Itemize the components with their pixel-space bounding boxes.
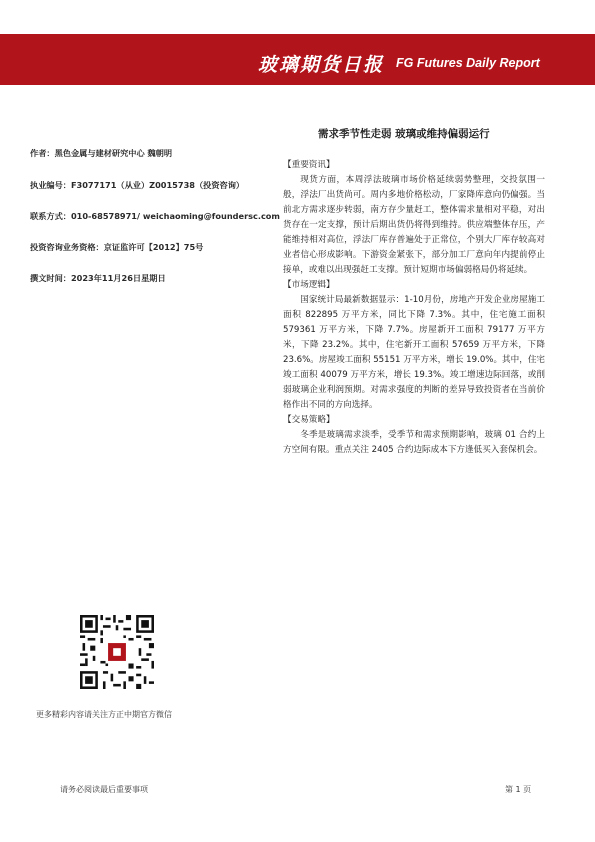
section-body-logic: 国家统计局最新数据显示：1-10月份，房地产开发企业房屋施工面积 822895 万平方米，同比下降 7.3%。其中，住宅施工面积 579361 万平方米，下降 7.7%。房屋新开工面积 79177 万平方米，下降 23.2%。其中，住宅新开工面积 57659 万平方米，下降 23.6%。房屋竣工面积 55151 万平方米，增长 19.0%。其中，住宅竣工面积 40079 万平方米，增长 19.3%。竣工增速边际回落，或削弱玻璃企业利润预期。对需求强度的判断的差异导致投资者在当前价格作出不同的方向选择。: [283, 295, 546, 410]
section-title-logic: 【市场逻辑】: [283, 280, 335, 290]
license-line: 执业编号：F3077171（从业）Z0015738（投资咨询）: [30, 180, 245, 190]
qr-code-icon: [80, 615, 154, 689]
section-body-strategy: 冬季是玻璃需求淡季，受季节和需求预期影响，玻璃 01 合约上方空间有限。重点关注 2405 合约边际成本下方逢低买入套保机会。: [283, 430, 545, 455]
qr-caption: 更多精彩内容请关注方正中期官方微信: [36, 710, 172, 719]
page-number: 第 1 页: [505, 785, 532, 794]
article-title: 需求季节性走弱 玻璃或维持偏弱运行: [318, 128, 490, 140]
author-line: 作者：黑色金属与建材研究中心 魏朝明: [30, 148, 173, 158]
footer-disclaimer: 请务必阅读最后重要事项: [60, 785, 148, 794]
section-body-news: 现货方面，本周浮法玻璃市场价格延续弱势整理，交投氛围一般，浮法厂出货尚可。周内多地价格松动，厂家降库意向仍偏强。当前北方需求逐步转弱，南方存少量赶工，整体需求量相对平稳，对出货存在一定支撑，预计后期出货仍将得到维持。供应端整体存压，产能维持相对高位，浮法厂库存普遍处于正常位，个别大厂库存较高对业者信心形成影响。下游资金紧张下，部分加工厂意向年内提前停止接单，或难以出现强赶工支撑。预计短期市场偏弱格局仍将延续。: [283, 175, 545, 275]
section-title-strategy: 【交易策略】: [283, 415, 335, 425]
qualification-line: 投资咨询业务资格：京证监许可【2012】75号: [30, 242, 204, 252]
date-line: 撰文时间：2023年11月26日星期日: [30, 273, 166, 283]
report-header: [0, 0, 595, 85]
header-top-strip: [0, 0, 595, 34]
report-title-en: FG Futures Daily Report: [396, 56, 540, 70]
report-title-cn: 玻璃期货日报: [258, 54, 385, 76]
article-body: [283, 158, 545, 458]
section-title-news: 【重要资讯】: [283, 160, 335, 170]
contact-line: 联系方式：010-68578971/ weichaoming@foundersc.com: [30, 211, 280, 221]
